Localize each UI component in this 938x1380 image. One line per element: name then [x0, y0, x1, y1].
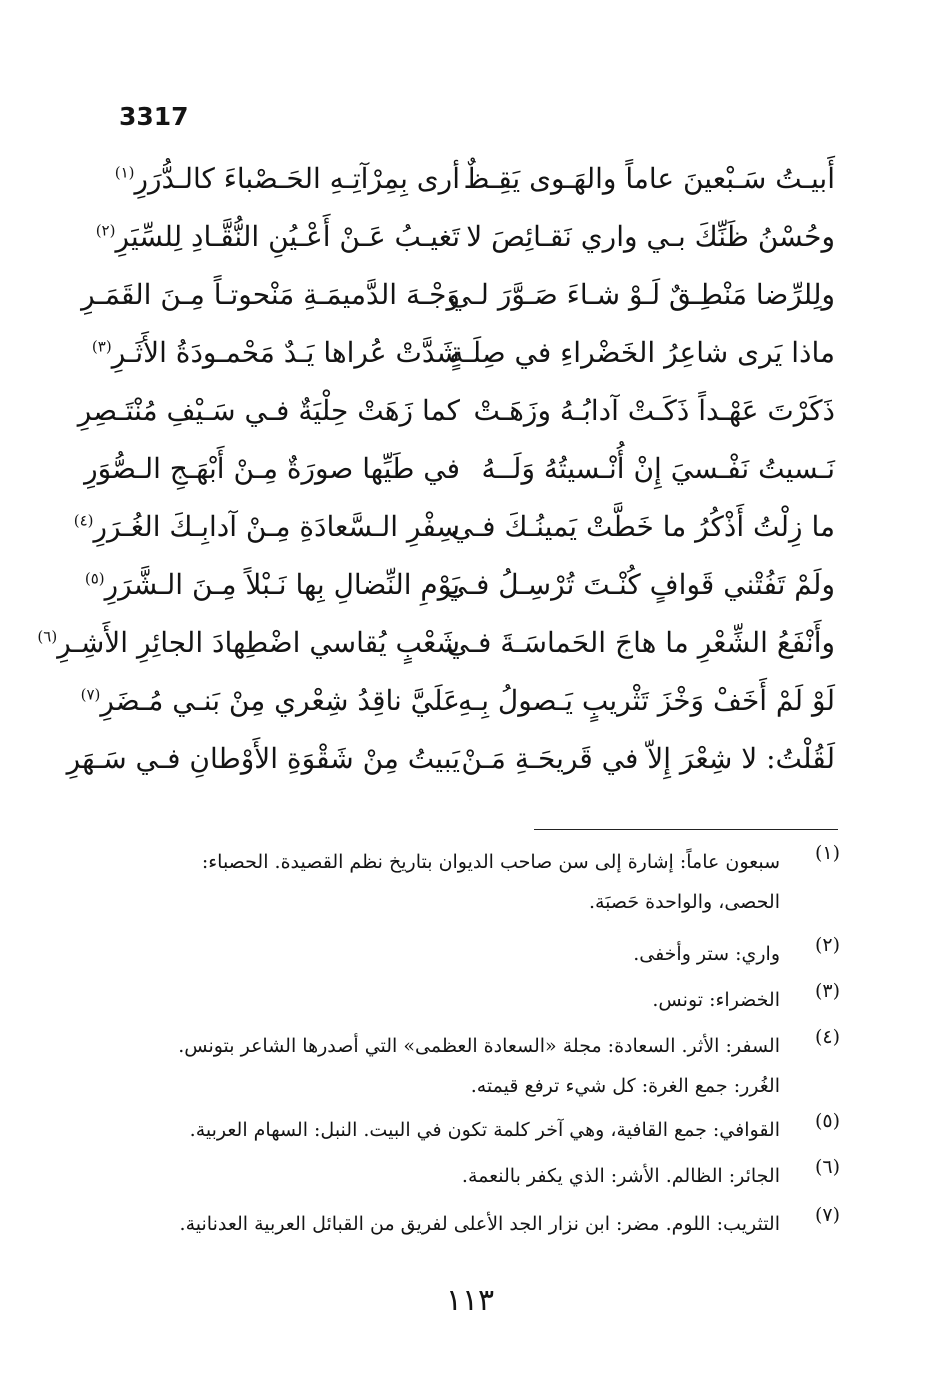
footnote-text [128, 1204, 780, 1244]
verse-second-hemistich [66, 730, 460, 788]
verse-second-hemistich [95, 208, 460, 266]
footnote-number: (٤) [814, 1026, 840, 1048]
verse-second-hemistich-text: يَوْمِ النِّضالِ بِها نَـبْلاً مِـنَ الـشَّرَرِ [104, 568, 460, 601]
footnote [128, 980, 840, 1022]
verse [0, 556, 938, 614]
verse [0, 672, 938, 730]
footnote-text [128, 980, 780, 1020]
verse-first-hemistich: لَوْ لَمْ أَخَفْ وَخْزَ تَثْريبٍ يَـصولُ بِـهِ [458, 684, 835, 717]
footnote [128, 1110, 840, 1152]
verse-second-hemistich-text: سِفْرِ الـسَّعادَةِ مِـنْ آدابِـكَ الغُـرَرِ [93, 510, 460, 543]
verse-second-hemistich-text: عَلَيَّ ناقِدُ شِعْري مِنْ بَنـي مُـضَرِ [100, 684, 460, 717]
verse-first-hemistich: نَـسيتُ نَفْـسيَ إِنْ أُنْـسيتُهُ وَلَــهُ [481, 452, 835, 485]
verse-second-hemistich-text: وَجْـهَ الدَّميمَـةِ مَنْحوتـاً مِـنَ القَمَـرِ [81, 278, 460, 311]
footnote-number: (٢) [814, 934, 840, 956]
verse-first-hemistich: وأَنْفَعُ الشِّعْرِ ما هاجَ الحَماسَـةَ فـي [446, 626, 835, 659]
footnote-number: (٦) [814, 1156, 840, 1178]
footnote-marker: (٣) [91, 337, 112, 356]
footnote [128, 1026, 840, 1108]
footnote-line: الغُرر: جمع الغرة: كل شيء ترفع قيمته. [470, 1075, 780, 1097]
verse-second-hemistich [73, 498, 460, 556]
verse-second-hemistich [37, 614, 460, 672]
footnote-line: القوافي: جمع القافية، وهي آخر كلمة تكون في البيت. النبل: السهام العربية. [189, 1119, 780, 1141]
page-number: ١١٣ [445, 1283, 495, 1318]
verse [0, 440, 938, 498]
verse [0, 614, 938, 672]
verse-first-hemistich: ما زِلْتُ أَذْكُرُ ما خَطَّتْ يَمينُـكَ فـي [450, 510, 835, 543]
footnote-marker: (٦) [37, 627, 58, 646]
footnote-line: سبعون عاماً: إشارة إلى سن صاحب الديوان بتاريخ نظم القصيدة. الحصباء: [201, 851, 780, 873]
verse [0, 266, 938, 324]
footnote-text [128, 1110, 780, 1150]
verse-first-hemistich: وحُسْنُ ظَنِّكَ بـي واري نَقـائِصَ لا [466, 220, 835, 253]
footnote [128, 842, 840, 924]
footnote-text [128, 1156, 780, 1196]
footnote [128, 1156, 840, 1198]
footnote-marker: (٤) [73, 511, 94, 530]
verse [0, 324, 938, 382]
page-id: 3317 [119, 102, 189, 131]
footnote-line: الجائر: الظالم. الأشر: الذي يكفر بالنعمة. [461, 1165, 780, 1187]
verse-first-hemistich: ولَمْ تَفُتْني قَوافٍ كُنْـتَ تُرْسِـلُ فـي [444, 568, 835, 601]
verse-second-hemistich-text: في طَيِّها صورَةٌ مِـنْ أَبْهَـجِ الـصُّوَرِ [84, 452, 460, 485]
footnote-line: السفر: الأثر. السعادة: مجلة «السعادة العظمى» التي أصدرها الشاعر بتونس. [178, 1035, 780, 1057]
footnote-number: (٧) [814, 1204, 840, 1226]
verse-second-hemistich-text: شَدَّتْ عُراها يَـدٌ مَحْمـودَةُ الأَثَـرِ [111, 336, 460, 369]
footnote-number: (٥) [814, 1110, 840, 1132]
footnote [128, 934, 840, 976]
footnote-marker: (١) [114, 163, 135, 182]
footnote-marker: (٢) [95, 221, 116, 240]
verse-first-hemistich: ولِلرِّضا مَنْطِـقٌ لَـوْ شـاءَ صَـوَّرَ لـي [448, 278, 835, 311]
verse [0, 208, 938, 266]
verse-second-hemistich [114, 150, 460, 208]
verse-second-hemistich-text: أرى بِمِرْآتِـهِ الحَـصْباءَ كالـدُّرَرِ [134, 162, 460, 195]
footnote-line: الخضراء: تونس. [652, 989, 780, 1011]
footnote-text [128, 1026, 780, 1106]
verse-second-hemistich [84, 556, 460, 614]
footnote-line: الحصى، والواحدة حَصبَة. [588, 891, 780, 913]
verse-second-hemistich [91, 324, 460, 382]
footnote-line: التثريب: اللوم. مضر: ابن نزار الجد الأعلى لفريق من القبائل العربية العدنانية. [179, 1213, 780, 1235]
verse-second-hemistich [77, 382, 460, 440]
verse [0, 150, 938, 208]
verse-second-hemistich-text: تَغيـبُ عَـنْ أَعْـيُنِ النُّقَّـادِ لِلسِّيَرِ [115, 220, 460, 253]
footnote-divider [534, 829, 838, 830]
footnote-text [128, 934, 780, 974]
verse-second-hemistich-text: شَعْبٍ يُقاسي اضْطِهادَ الجائِرِ الأَشِـرِ [57, 626, 460, 659]
verse-second-hemistich-text: كما زَهَتْ حِلْيَةٌ فـي سَـيْفِ مُنْتَـصِرِ [77, 394, 460, 427]
verse [0, 498, 938, 556]
verse-first-hemistich: لَقُلْتُ: لا شِعْرَ إِلاّ في قَريحَـةِ مَـنْ [461, 742, 835, 775]
footnote [128, 1204, 840, 1246]
footnote-marker: (٥) [84, 569, 105, 588]
verse-first-hemistich: ذَكَرْتَ عَهْـداً ذَكَـتْ آدابُـهُ وزَهَـتْ [473, 394, 835, 427]
verse [0, 382, 938, 440]
footnote-marker: (٧) [80, 685, 101, 704]
footnote-line: واري: ستر وأخفى. [633, 943, 780, 965]
verse-second-hemistich [80, 672, 460, 730]
footnote-number: (١) [814, 842, 840, 864]
footnote-text [128, 842, 780, 922]
verse-first-hemistich: أَبيـتُ سَـبْعينَ عاماً والهَـوى يَقِـظٌ [463, 162, 835, 195]
verse-second-hemistich [81, 266, 460, 324]
footnote-number: (٣) [814, 980, 840, 1002]
verse-second-hemistich-text: يَبيتُ مِنْ شَقْوَةِ الأَوْطانِ فـي سَـهَرِ [66, 742, 460, 775]
verse-second-hemistich [84, 440, 460, 498]
verse-first-hemistich: ماذا يَرى شاعِرُ الخَضْراءِ في صِلَـةٍ [449, 336, 835, 369]
verse [0, 730, 938, 788]
